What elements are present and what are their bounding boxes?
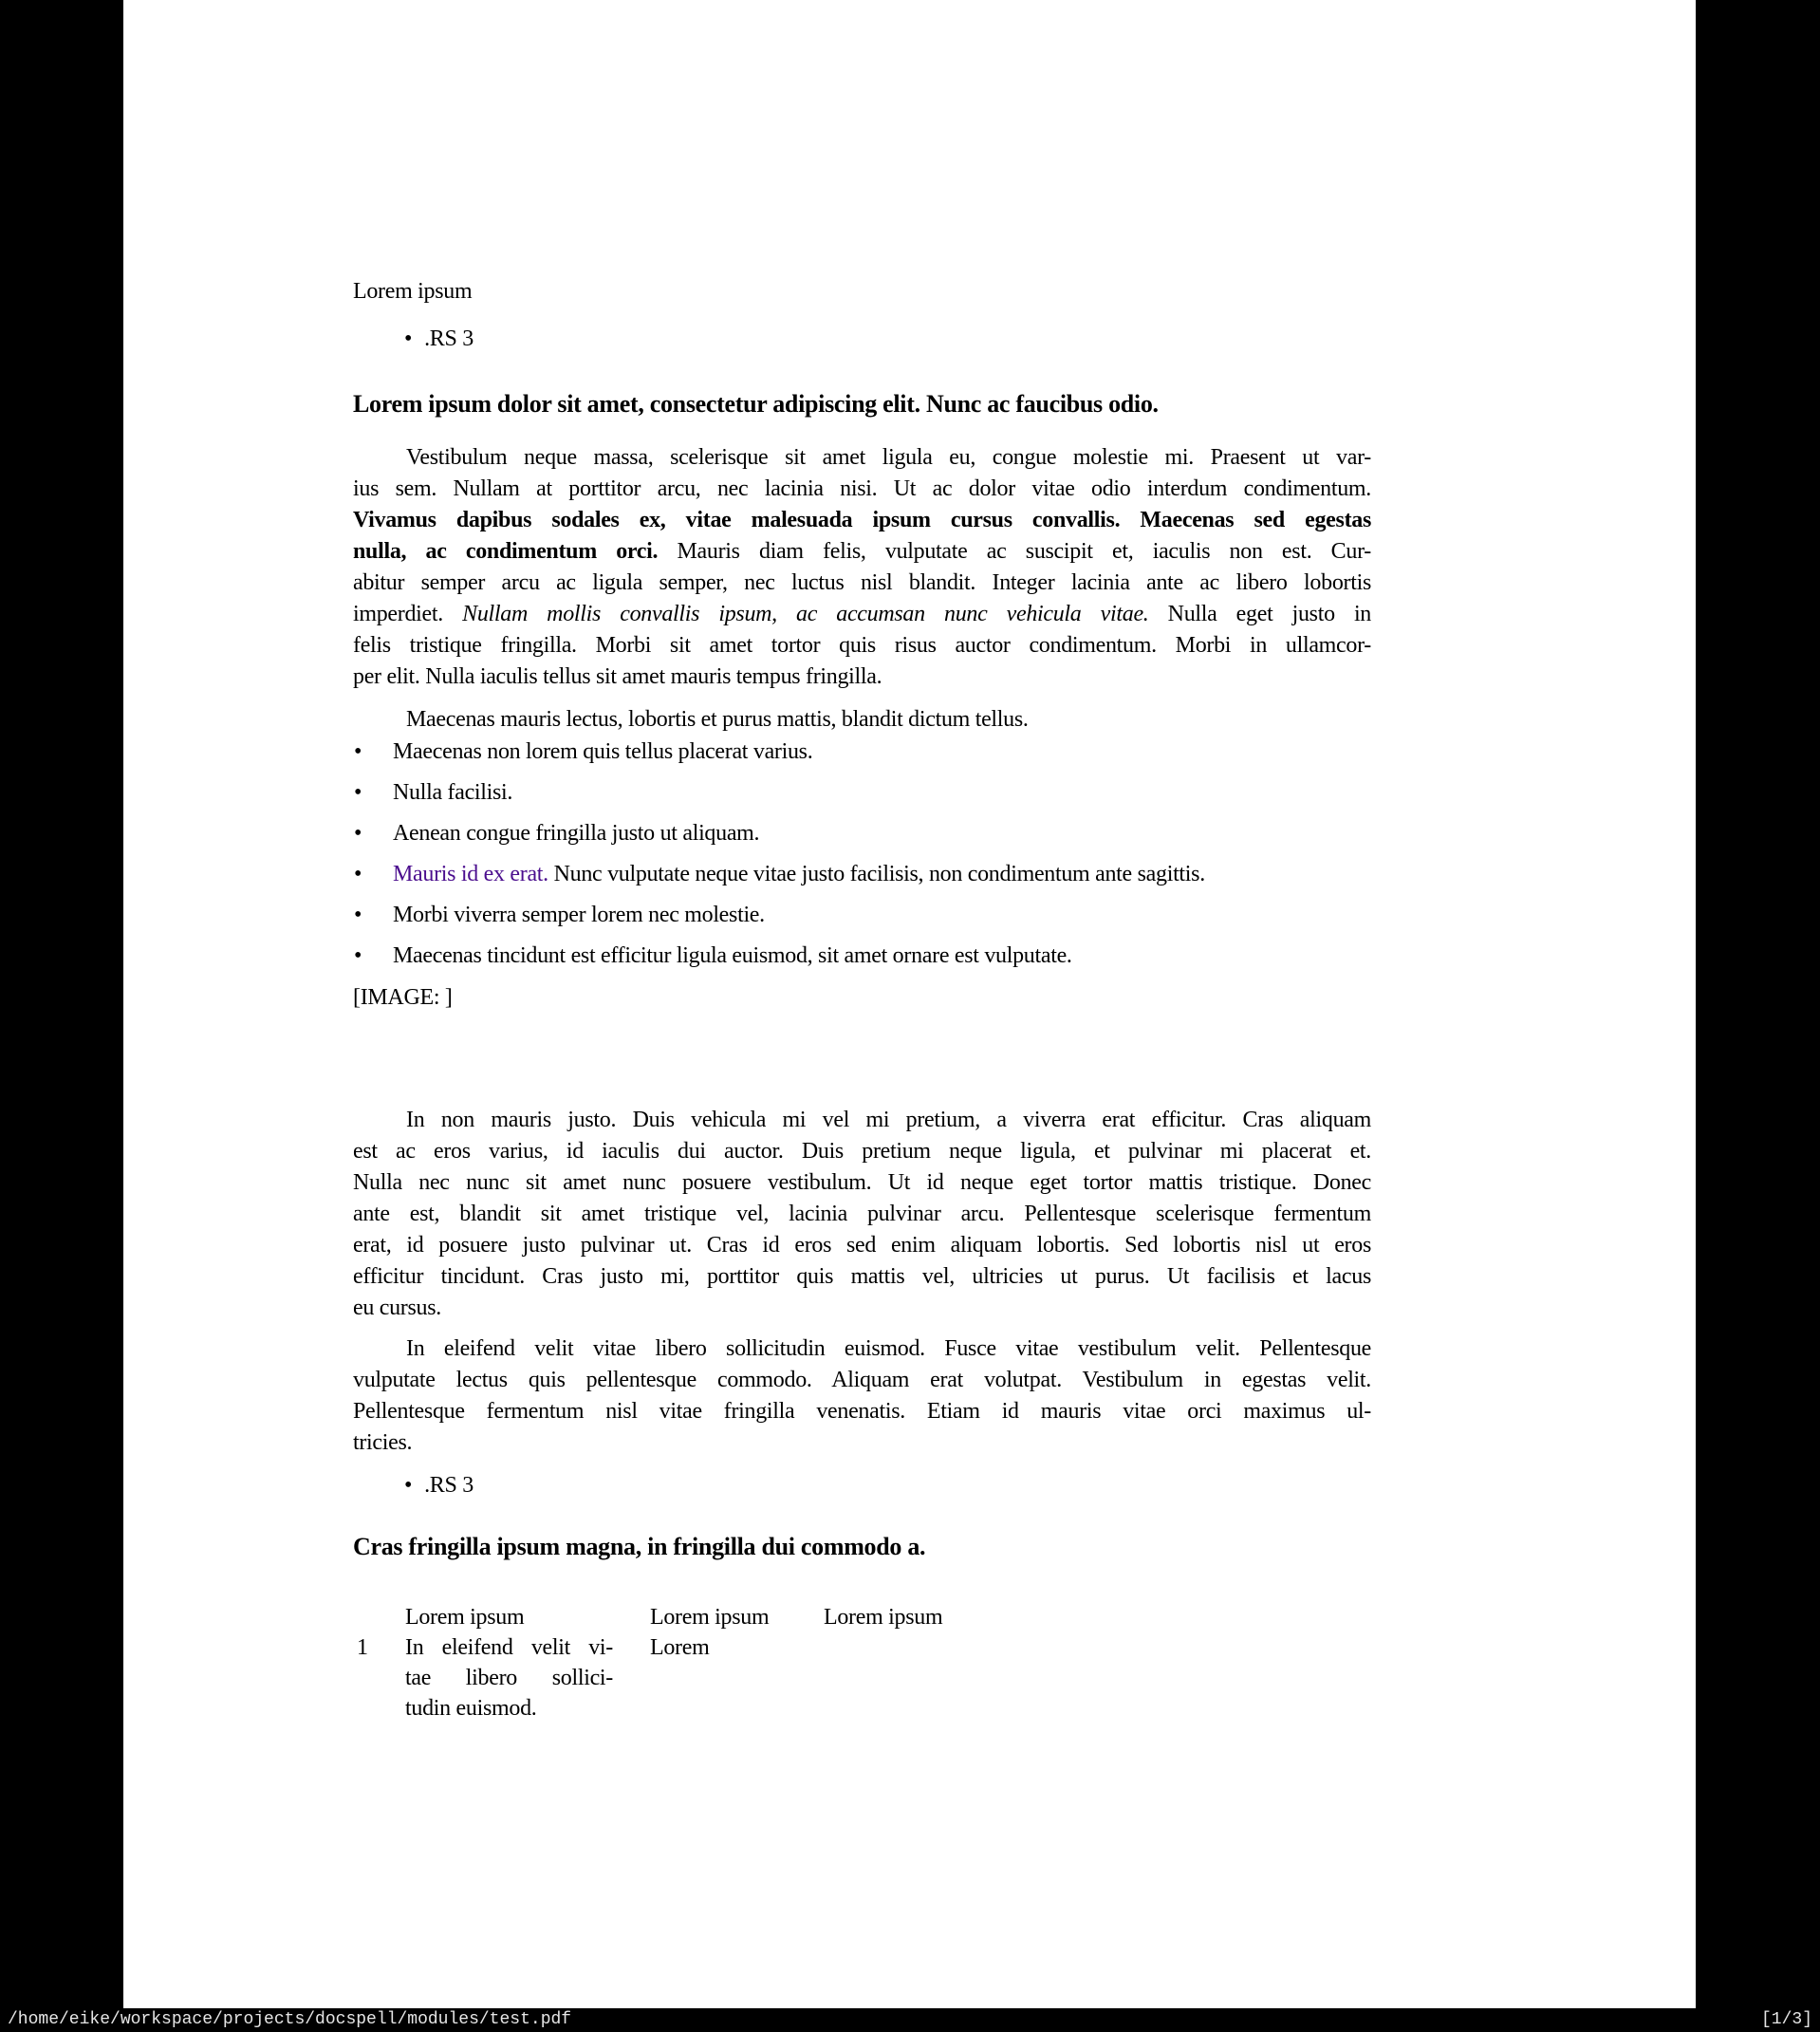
document-link[interactable]: Mauris id ex erat. bbox=[393, 862, 548, 886]
bullet-icon: • bbox=[354, 943, 362, 968]
text-run: Nullam mollis convallis ipsum, ac accumsan nunc vehicula vitae. bbox=[462, 602, 1149, 626]
text-run: est ac eros varius, id iaculis dui auctor. Duis pretium neque ligula, et pulvinar mi placerat et. bbox=[353, 1139, 1371, 1164]
bullet-icon: • bbox=[354, 780, 362, 805]
section-heading-2: Cras fringilla ipsum magna, in fringilla dui commodo a. bbox=[353, 1533, 926, 1560]
table-cell-line: tae libero sollici- bbox=[405, 1666, 613, 1690]
text-run: ius sem. Nullam at porttitor arcu, nec lacinia nisi. Ut ac dolor vitae odio interdum condimentum. bbox=[353, 476, 1371, 501]
text-run: Nunc vulputate neque vitae justo facilisis, non condimentum ante sagittis. bbox=[548, 862, 1205, 886]
text-line bbox=[353, 1261, 1371, 1293]
bullet-item bbox=[353, 780, 1371, 821]
text-run: Pellentesque fermentum nisl vitae fringilla venenatis. Etiam id mauris vitae orci maximus ul- bbox=[353, 1399, 1371, 1424]
bullet-icon: • bbox=[354, 821, 362, 846]
text-line bbox=[353, 1167, 1371, 1199]
text-run: imperdiet. bbox=[353, 602, 463, 626]
bullet-item bbox=[353, 862, 1371, 903]
intro-label: Lorem ipsum bbox=[353, 279, 473, 304]
paragraph-3 bbox=[353, 1333, 1371, 1459]
text-run: Nulla nec nunc sit amet nunc posuere vestibulum. Ut id neque eget tortor mattis tristique. Donec bbox=[353, 1170, 1371, 1195]
document-table bbox=[353, 1602, 1371, 1725]
bullet-icon: • bbox=[354, 903, 362, 927]
text-line bbox=[353, 1136, 1371, 1167]
table-cell-line: In eleifend velit vi- bbox=[405, 1635, 613, 1660]
text-run: Morbi viverra semper lorem nec molestie. bbox=[393, 903, 765, 927]
section-heading-1: Lorem ipsum dolor sit amet, consectetur adipiscing elit. Nunc ac faucibus odio. bbox=[353, 390, 1159, 418]
text-run: abitur semper arcu ac ligula semper, nec luctus nisl blandit. Integer lacinia ante ac libero lobortis bbox=[353, 570, 1371, 595]
text-run: Aenean congue fringilla justo ut aliquam. bbox=[393, 821, 760, 846]
table-header-3: Lorem ipsum bbox=[824, 1605, 943, 1630]
text-line bbox=[353, 474, 1371, 505]
statusbar-page-indicator: [1/3] bbox=[1760, 2010, 1812, 2029]
paragraph-1 bbox=[353, 442, 1371, 693]
text-line bbox=[353, 442, 1371, 474]
bullet-item bbox=[353, 821, 1371, 862]
table-cell-col2: Lorem bbox=[650, 1635, 710, 1660]
rs-bullet-line-1 bbox=[353, 324, 1422, 355]
text-run: Maecenas tincidunt est efficitur ligula euismod, sit amet ornare est vulputate. bbox=[393, 943, 1072, 968]
text-run: Vestibulum neque massa, scelerisque sit amet ligula eu, congue molestie mi. Praesent ut var- bbox=[406, 445, 1371, 470]
text-line bbox=[353, 1105, 1371, 1136]
text-run: Maecenas non lorem quis tellus placerat varius. bbox=[393, 739, 813, 764]
text-line bbox=[353, 599, 1371, 630]
text-line bbox=[353, 1396, 1371, 1427]
image-placeholder-label: [IMAGE: ] bbox=[353, 985, 453, 1010]
text-line bbox=[353, 536, 1371, 568]
paragraph-2 bbox=[353, 1105, 1371, 1324]
table-column-3 bbox=[824, 1602, 1051, 1632]
statusbar-file-path: /home/eike/workspace/projects/docspell/modules/test.pdf bbox=[8, 2010, 572, 2029]
text-run: Vivamus dapibus sodales ex, vitae malesuada ipsum cursus convallis. Maecenas sed egestas bbox=[353, 508, 1371, 532]
text-line bbox=[353, 662, 1371, 693]
bullet-item bbox=[353, 903, 1371, 943]
text-run: erat, id posuere justo pulvinar ut. Cras id eros sed enim aliquam lobortis. Sed lobortis nisl ut eros bbox=[353, 1233, 1371, 1258]
text-line bbox=[353, 1293, 1371, 1324]
bullet-icon: • bbox=[354, 862, 362, 886]
standalone-line: Maecenas mauris lectus, lobortis et purus mattis, blandit dictum tellus. bbox=[406, 707, 1029, 732]
text-run: ante est, blandit sit amet tristique vel, lacinia pulvinar arcu. Pellentesque scelerisque fermentum bbox=[353, 1202, 1371, 1226]
text-run: Nulla facilisi. bbox=[393, 780, 513, 805]
table-header-1: Lorem ipsum bbox=[405, 1605, 525, 1630]
text-run: per elit. Nulla iaculis tellus sit amet mauris tempus fringilla. bbox=[353, 664, 882, 689]
rs-bullet-line-2 bbox=[353, 1470, 1422, 1501]
text-run: efficitur tincidunt. Cras justo mi, porttitor quis mattis vel, ultricies ut purus. Ut facilisis et lacus bbox=[353, 1264, 1371, 1289]
document-page[interactable] bbox=[123, 0, 1696, 2008]
text-run: In non mauris justo. Duis vehicula mi vel mi pretium, a viverra erat efficitur. Cras aliquam bbox=[406, 1108, 1371, 1132]
bullet-icon: • bbox=[354, 739, 362, 764]
rs-bullet-text: .RS 3 bbox=[424, 326, 474, 351]
rs-bullet-text: .RS 3 bbox=[424, 1473, 474, 1498]
table-cell-line: tudin euismod. bbox=[405, 1696, 537, 1721]
text-run: eu cursus. bbox=[353, 1296, 441, 1320]
bullet-item bbox=[353, 739, 1371, 780]
table-row-number: 1 bbox=[357, 1635, 368, 1660]
bullet-list bbox=[353, 739, 1371, 984]
text-line bbox=[353, 1427, 1371, 1459]
text-line bbox=[353, 505, 1371, 536]
text-run: In eleifend velit vitae libero sollicitudin euismod. Fusce vitae vestibulum velit. Pellentesque bbox=[406, 1336, 1371, 1361]
text-line bbox=[353, 1199, 1371, 1230]
text-run: Nulla eget justo in bbox=[1148, 602, 1372, 626]
table-header-2: Lorem ipsum bbox=[650, 1605, 770, 1630]
text-run: felis tristique fringilla. Morbi sit amet tortor quis risus auctor condimentum. Morbi in ullamcor- bbox=[353, 633, 1371, 658]
text-line bbox=[353, 630, 1371, 662]
text-line bbox=[353, 1365, 1371, 1396]
text-run: Mauris diam felis, vulputate ac suscipit et, iaculis non est. Cur- bbox=[658, 539, 1371, 564]
text-run: vulputate lectus quis pellentesque commodo. Aliquam erat volutpat. Vestibulum in egestas velit. bbox=[353, 1368, 1371, 1392]
text-line bbox=[353, 1333, 1371, 1365]
text-line bbox=[353, 568, 1371, 599]
text-run: tricies. bbox=[353, 1430, 413, 1455]
bullet-item bbox=[353, 943, 1371, 984]
text-line bbox=[353, 1230, 1371, 1261]
status-bar bbox=[0, 2008, 1820, 2032]
text-run: nulla, ac condimentum orci. bbox=[353, 539, 659, 564]
bullet-icon: • bbox=[404, 326, 413, 351]
table-column-1 bbox=[405, 1602, 613, 1724]
bullet-icon: • bbox=[404, 1473, 413, 1498]
